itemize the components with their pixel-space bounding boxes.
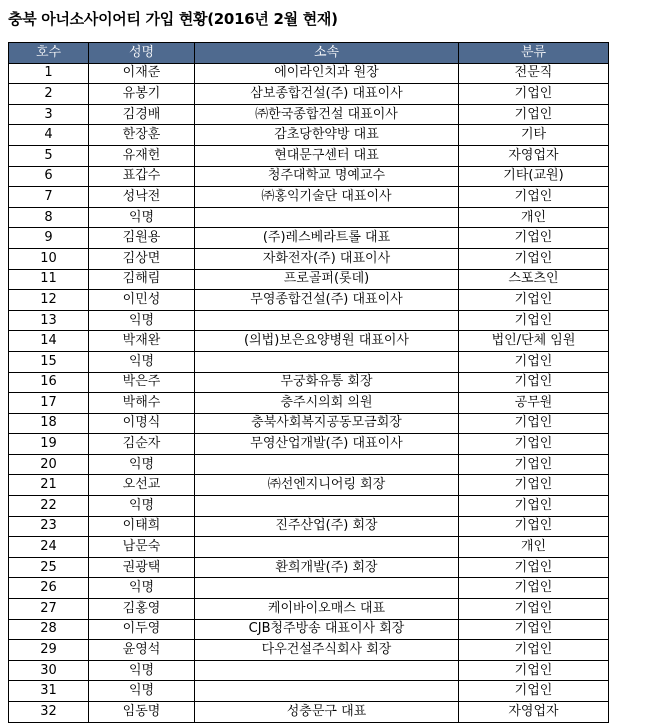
cell-category: 기타(교원) xyxy=(459,166,609,187)
cell-affiliation: 케이바이오매스 대표 xyxy=(195,599,459,620)
cell-affiliation: (주)레스베라트롤 대표 xyxy=(195,228,459,249)
cell-number: 15 xyxy=(9,351,89,372)
cell-number: 8 xyxy=(9,207,89,228)
cell-affiliation xyxy=(195,310,459,331)
cell-affiliation: 충주시의회 의원 xyxy=(195,393,459,414)
cell-name: 박해수 xyxy=(89,393,195,414)
cell-category: 기업인 xyxy=(459,454,609,475)
cell-number: 6 xyxy=(9,166,89,187)
cell-affiliation: 환희개발(주) 회장 xyxy=(195,557,459,578)
cell-affiliation: 자화전자(주) 대표이사 xyxy=(195,248,459,269)
cell-number: 3 xyxy=(9,104,89,125)
cell-affiliation: ㈜한국종합건설 대표이사 xyxy=(195,104,459,125)
cell-name: 권광택 xyxy=(89,557,195,578)
cell-number: 29 xyxy=(9,640,89,661)
cell-number: 22 xyxy=(9,496,89,517)
cell-affiliation xyxy=(195,681,459,702)
cell-affiliation: (의법)보은요양병원 대표이사 xyxy=(195,331,459,352)
cell-number: 23 xyxy=(9,516,89,537)
table-row xyxy=(9,640,609,661)
cell-affiliation: 무영종합건설(주) 대표이사 xyxy=(195,290,459,311)
cell-category: 기업인 xyxy=(459,475,609,496)
cell-affiliation xyxy=(195,351,459,372)
cell-category: 기업인 xyxy=(459,640,609,661)
cell-affiliation: ㈜홍익기술단 대표이사 xyxy=(195,187,459,208)
table-header-row xyxy=(9,43,609,64)
cell-category: 기업인 xyxy=(459,104,609,125)
cell-number: 12 xyxy=(9,290,89,311)
cell-category: 기업인 xyxy=(459,557,609,578)
cell-category: 자영업자 xyxy=(459,702,609,723)
cell-affiliation xyxy=(195,496,459,517)
cell-name: 익명 xyxy=(89,310,195,331)
header-affiliation: 소속 xyxy=(195,43,459,64)
cell-number: 1 xyxy=(9,63,89,84)
cell-affiliation: 현대문구센터 대표 xyxy=(195,145,459,166)
cell-category: 기업인 xyxy=(459,372,609,393)
cell-number: 16 xyxy=(9,372,89,393)
cell-number: 9 xyxy=(9,228,89,249)
cell-category: 기업인 xyxy=(459,413,609,434)
cell-name: 김원용 xyxy=(89,228,195,249)
cell-number: 26 xyxy=(9,578,89,599)
cell-category: 기업인 xyxy=(459,434,609,455)
cell-category: 기업인 xyxy=(459,660,609,681)
cell-number: 7 xyxy=(9,187,89,208)
cell-name: 김순자 xyxy=(89,434,195,455)
cell-name: 남문숙 xyxy=(89,537,195,558)
table-row xyxy=(9,104,609,125)
table-row xyxy=(9,290,609,311)
cell-category: 기업인 xyxy=(459,351,609,372)
cell-number: 28 xyxy=(9,619,89,640)
cell-number: 14 xyxy=(9,331,89,352)
cell-affiliation: 삼보종합건설(주) 대표이사 xyxy=(195,84,459,105)
cell-category: 기업인 xyxy=(459,228,609,249)
table-row xyxy=(9,619,609,640)
cell-affiliation: 진주산업(주) 회장 xyxy=(195,516,459,537)
cell-number: 4 xyxy=(9,125,89,146)
cell-name: 익명 xyxy=(89,207,195,228)
cell-category: 기타 xyxy=(459,125,609,146)
page-title: 충북 아너소사이어티 가입 현황(2016년 2월 현재) xyxy=(8,10,338,28)
header-name: 성명 xyxy=(89,43,195,64)
cell-name: 익명 xyxy=(89,496,195,517)
cell-name: 이명식 xyxy=(89,413,195,434)
members-table xyxy=(8,42,609,723)
cell-affiliation: 청주대학교 명예교수 xyxy=(195,166,459,187)
cell-affiliation: 성충문구 대표 xyxy=(195,702,459,723)
cell-number: 31 xyxy=(9,681,89,702)
cell-name: 오선교 xyxy=(89,475,195,496)
table-row xyxy=(9,516,609,537)
cell-number: 11 xyxy=(9,269,89,290)
cell-affiliation: 에이라인치과 원장 xyxy=(195,63,459,84)
cell-number: 5 xyxy=(9,145,89,166)
cell-affiliation: ㈜선엔지니어링 회장 xyxy=(195,475,459,496)
table-row xyxy=(9,702,609,723)
table-row xyxy=(9,310,609,331)
cell-number: 18 xyxy=(9,413,89,434)
cell-name: 익명 xyxy=(89,454,195,475)
cell-category: 기업인 xyxy=(459,681,609,702)
cell-affiliation xyxy=(195,537,459,558)
table-row xyxy=(9,351,609,372)
cell-name: 유재헌 xyxy=(89,145,195,166)
table-row xyxy=(9,331,609,352)
cell-affiliation xyxy=(195,578,459,599)
cell-name: 이민성 xyxy=(89,290,195,311)
table-row xyxy=(9,187,609,208)
cell-name: 익명 xyxy=(89,578,195,599)
cell-number: 25 xyxy=(9,557,89,578)
table-row xyxy=(9,125,609,146)
table-row xyxy=(9,63,609,84)
cell-category: 기업인 xyxy=(459,290,609,311)
table-row xyxy=(9,207,609,228)
cell-name: 윤영석 xyxy=(89,640,195,661)
cell-name: 이두영 xyxy=(89,619,195,640)
cell-name: 김해림 xyxy=(89,269,195,290)
cell-category: 기업인 xyxy=(459,187,609,208)
cell-category: 기업인 xyxy=(459,516,609,537)
cell-name: 김경배 xyxy=(89,104,195,125)
cell-category: 기업인 xyxy=(459,248,609,269)
cell-category: 공무원 xyxy=(459,393,609,414)
cell-name: 한장훈 xyxy=(89,125,195,146)
cell-name: 김상면 xyxy=(89,248,195,269)
cell-category: 기업인 xyxy=(459,496,609,517)
cell-affiliation: 무영산업개발(주) 대표이사 xyxy=(195,434,459,455)
cell-name: 익명 xyxy=(89,351,195,372)
header-number: 호수 xyxy=(9,43,89,64)
table-row xyxy=(9,228,609,249)
table-row xyxy=(9,434,609,455)
cell-number: 13 xyxy=(9,310,89,331)
cell-number: 27 xyxy=(9,599,89,620)
cell-category: 기업인 xyxy=(459,619,609,640)
cell-affiliation xyxy=(195,207,459,228)
table-row xyxy=(9,475,609,496)
table-row xyxy=(9,84,609,105)
table-row xyxy=(9,496,609,517)
cell-affiliation xyxy=(195,454,459,475)
cell-number: 20 xyxy=(9,454,89,475)
cell-name: 유봉기 xyxy=(89,84,195,105)
cell-number: 32 xyxy=(9,702,89,723)
cell-affiliation: CJB청주방송 대표이사 회장 xyxy=(195,619,459,640)
table-row xyxy=(9,660,609,681)
cell-affiliation: 충북사회복지공동모금회장 xyxy=(195,413,459,434)
table-row xyxy=(9,681,609,702)
cell-category: 기업인 xyxy=(459,310,609,331)
table-row xyxy=(9,166,609,187)
cell-name: 이태희 xyxy=(89,516,195,537)
cell-affiliation: 감초당한약방 대표 xyxy=(195,125,459,146)
table-row xyxy=(9,599,609,620)
table-row xyxy=(9,372,609,393)
cell-affiliation xyxy=(195,660,459,681)
header-category: 분류 xyxy=(459,43,609,64)
cell-affiliation: 프로골퍼(롯데) xyxy=(195,269,459,290)
cell-name: 성낙전 xyxy=(89,187,195,208)
cell-category: 개인 xyxy=(459,537,609,558)
cell-number: 21 xyxy=(9,475,89,496)
table-body xyxy=(9,63,609,722)
cell-name: 익명 xyxy=(89,660,195,681)
cell-number: 24 xyxy=(9,537,89,558)
table-row xyxy=(9,578,609,599)
cell-name: 임동명 xyxy=(89,702,195,723)
cell-name: 이재준 xyxy=(89,63,195,84)
cell-affiliation: 다우건설주식회사 회장 xyxy=(195,640,459,661)
cell-category: 법인/단체 임원 xyxy=(459,331,609,352)
cell-number: 19 xyxy=(9,434,89,455)
table-row xyxy=(9,269,609,290)
cell-category: 개인 xyxy=(459,207,609,228)
cell-number: 30 xyxy=(9,660,89,681)
cell-name: 박은주 xyxy=(89,372,195,393)
cell-number: 2 xyxy=(9,84,89,105)
table-row xyxy=(9,248,609,269)
table-row xyxy=(9,393,609,414)
table-row xyxy=(9,413,609,434)
table-row xyxy=(9,145,609,166)
cell-category: 기업인 xyxy=(459,84,609,105)
table-row xyxy=(9,557,609,578)
cell-category: 스포츠인 xyxy=(459,269,609,290)
cell-category: 자영업자 xyxy=(459,145,609,166)
cell-name: 김홍영 xyxy=(89,599,195,620)
cell-category: 전문직 xyxy=(459,63,609,84)
cell-name: 표갑수 xyxy=(89,166,195,187)
table-row xyxy=(9,537,609,558)
cell-affiliation: 무궁화유통 회장 xyxy=(195,372,459,393)
cell-name: 익명 xyxy=(89,681,195,702)
cell-number: 17 xyxy=(9,393,89,414)
table-row xyxy=(9,454,609,475)
cell-category: 기업인 xyxy=(459,578,609,599)
cell-name: 박재완 xyxy=(89,331,195,352)
cell-category: 기업인 xyxy=(459,599,609,620)
cell-number: 10 xyxy=(9,248,89,269)
